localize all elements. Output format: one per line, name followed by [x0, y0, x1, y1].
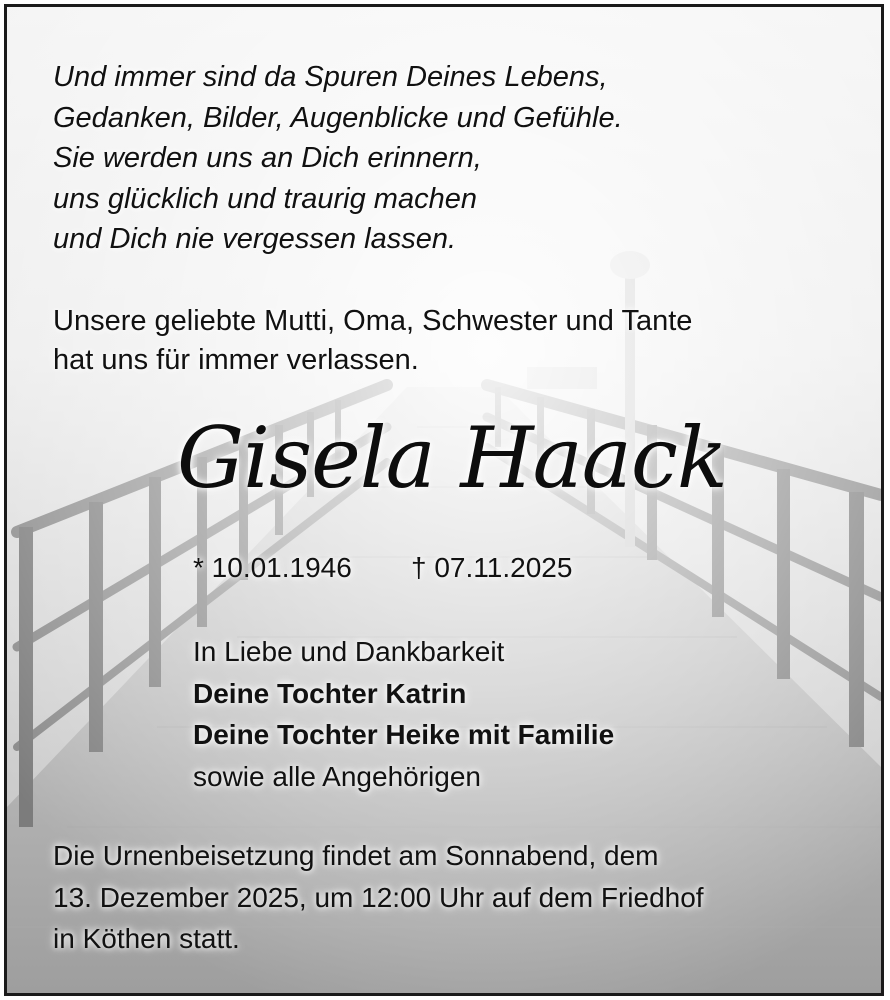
death-date: † 07.11.2025	[411, 552, 573, 583]
funeral-line: 13. Dezember 2025, um 12:00 Uhr auf dem Friedhof	[53, 881, 704, 913]
closing-phrase: In Liebe und Dankbarkeit	[193, 636, 505, 667]
funeral-line: Die Urnenbeisetzung findet am Sonnabend, dem	[53, 840, 659, 871]
memorial-poem	[53, 57, 623, 260]
birth-date: * 10.01.1946	[193, 552, 352, 583]
intro-line: Unsere geliebte Mutti, Oma, Schwester und Tante	[53, 305, 693, 337]
mourner-name: Deine Tochter Katrin	[193, 677, 467, 709]
deceased-name: Gisela Haack	[177, 409, 727, 507]
funeral-line: in Köthen statt.	[53, 923, 240, 954]
mourner-name: Deine Tochter Heike mit Familie	[193, 719, 615, 750]
obituary-card	[4, 4, 884, 996]
poem-line: uns glücklich und traurig machen	[53, 182, 477, 215]
intro-line: hat uns für immer verlassen.	[53, 344, 419, 376]
funeral-notice	[53, 835, 704, 960]
announcement-intro	[53, 302, 692, 380]
poem-line: und Dich nie vergessen lassen.	[53, 223, 457, 255]
poem-line: Sie werden uns an Dich erinnern,	[53, 142, 482, 174]
poem-line: Gedanken, Bilder, Augenblicke und Gefühle.	[53, 101, 623, 134]
poem-line: Und immer sind da Spuren Deines Lebens,	[53, 61, 608, 93]
other-relatives: sowie alle Angehörigen	[193, 760, 481, 792]
mourners-block	[193, 631, 614, 797]
life-dates	[193, 552, 572, 584]
